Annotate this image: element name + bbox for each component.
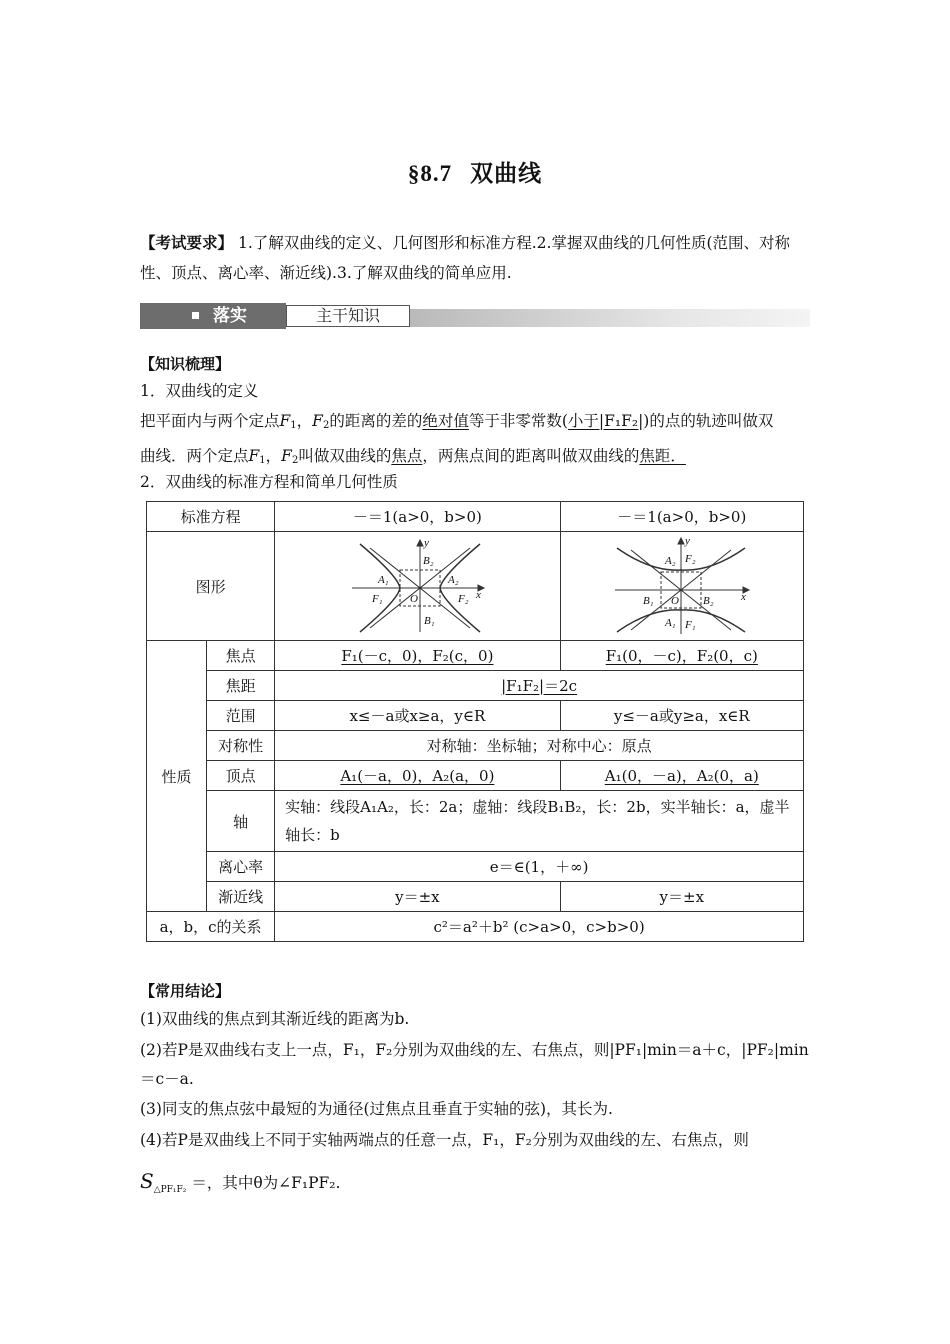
banner-left: 落实 — [140, 303, 286, 329]
svg-text:x: x — [740, 591, 746, 603]
row-axis: 实轴：线段A₁A₂，长：2a；虚轴：线段B₁B₂，长：2b，实半轴长：a，虚半轴长：b — [275, 791, 804, 852]
section-number: §8.7 — [407, 161, 453, 186]
svg-text:A₁: A₁ — [664, 617, 676, 629]
row-vertices-label: 顶点 — [207, 761, 275, 791]
row-asymptote-x: y＝±x — [275, 882, 560, 912]
row-asymptote-label: 渐近线 — [207, 882, 275, 912]
row-foci-x: F₁(－c，0)，F₂(c，0) — [275, 641, 560, 671]
conclusion-2a: (2)若P是双曲线右支上一点，F₁，F₂分别为双曲线的左、右焦点，则|PF₁|min＝a＋c，|PF₂|min — [140, 1041, 809, 1059]
section-name: 双曲线 — [470, 160, 543, 187]
svg-text:B₁: B₁ — [424, 615, 435, 627]
properties-table — [146, 501, 804, 942]
header-x-axis: －＝1(a>0，b>0) — [275, 502, 560, 532]
definition-title: 1．双曲线的定义 — [140, 382, 259, 400]
svg-text:O: O — [670, 595, 679, 607]
conclusion-3: (3)同支的焦点弦中最短的为通径(过焦点且垂直于实轴的弦)，其长为. — [140, 1100, 613, 1118]
conclusion-1: (1)双曲线的焦点到其渐近线的距离为b. — [140, 1010, 410, 1028]
row-vertices-y: A₁(0，－a)，A₂(0，a) — [560, 761, 803, 791]
blank-focal-distance: 焦距． — [639, 447, 686, 465]
row-focal-distance: |F₁F₂|＝2c — [275, 671, 804, 701]
properties-group-label: 性质 — [147, 641, 207, 912]
relation-value: c²＝a²＋b² (c>a>0，c>b>0) — [275, 912, 804, 942]
row-range-label: 范围 — [207, 701, 275, 731]
svg-text:F₂: F₂ — [684, 553, 696, 565]
blank-focus: 焦点 — [391, 447, 423, 465]
section-banner — [140, 303, 810, 329]
svg-text:x: x — [476, 589, 482, 601]
row-foci-y: F₁(0，－c)，F₂(0，c) — [560, 641, 803, 671]
row-eccentricity-label: 离心率 — [207, 852, 275, 882]
exam-requirements — [140, 228, 812, 288]
svg-text:F₂: F₂ — [458, 593, 469, 605]
svg-text:B₂: B₂ — [423, 555, 434, 567]
conclusions-heading: 【常用结论】 — [140, 982, 231, 1000]
row-focal-distance-label: 焦距 — [207, 671, 275, 701]
banner-right: 主干知识 — [286, 305, 410, 327]
row-foci-label: 焦点 — [207, 641, 275, 671]
graph-label: 图形 — [147, 532, 275, 641]
page-title — [0, 155, 950, 188]
row-range-y: y≤－a或y≥a，x∈R — [560, 701, 803, 731]
square-icon — [192, 312, 199, 319]
requirements-label: 【考试要求】 — [140, 234, 234, 252]
header-y-axis: －＝1(a>0，b>0) — [560, 502, 803, 532]
graph-x-hyperbola — [275, 532, 560, 641]
definition-text: 把平面内与两个定点$F_1$，$F_2$的距离的差的绝对值等于非零常数(小于|F₁F₂|)的点的轨迹叫做双 曲线．两个定点$F_1$，$F_2$叫做双曲线的焦点，两焦点间的距离叫做双曲线的焦距． — [140, 412, 774, 466]
requirements-text: 1.了解双曲线的定义、几何图形和标准方程.2.掌握双曲线的几何性质(范围、对称性、顶点、离心率、渐近线).3.了解双曲线的简单应用. — [140, 234, 791, 282]
svg-text:A₁: A₁ — [378, 574, 389, 586]
svg-text:F₁: F₁ — [372, 593, 383, 605]
svg-text:O: O — [410, 593, 419, 605]
svg-text:F₁: F₁ — [684, 619, 696, 631]
row-axis-label: 轴 — [207, 791, 275, 852]
graph-y-hyperbola — [560, 532, 803, 641]
knowledge-heading: 【知识梳理】 — [140, 355, 231, 373]
svg-text:B₁: B₁ — [642, 595, 654, 607]
conclusion-4a: (4)若P是双曲线上不同于实轴两端点的任意一点，F₁，F₂分别为双曲线的左、右焦点，则 — [140, 1131, 749, 1149]
header-equation: 标准方程 — [147, 502, 275, 532]
row-asymptote-y: y＝±x — [560, 882, 803, 912]
row-symmetry: 对称轴：坐标轴；对称中心：原点 — [275, 731, 804, 761]
blank-less-than: 小于|F₁F₂| — [567, 412, 644, 430]
relation-label: a，b，c的关系 — [147, 912, 275, 942]
row-symmetry-label: 对称性 — [207, 731, 275, 761]
svg-text:B₂: B₂ — [702, 595, 714, 607]
conclusion-4b: $S_{\triangle PF_1F_2}$ ＝，其中θ为∠F₁PF₂. — [140, 1169, 341, 1195]
row-range-x: x≤－a或x≥a，y∈R — [275, 701, 560, 731]
fig1-label: y — [424, 537, 430, 549]
hyperbola-x-figure — [342, 536, 492, 636]
hyperbola-y-figure — [607, 534, 757, 638]
row-vertices-x: A₁(－a，0)，A₂(a，0) — [275, 761, 560, 791]
svg-text:A₂: A₂ — [448, 574, 459, 586]
svg-text:y: y — [684, 535, 690, 547]
standard-title: 2．双曲线的标准方程和简单几何性质 — [140, 473, 398, 491]
conclusion-2b: ＝c－a. — [140, 1070, 194, 1088]
svg-text:A₂: A₂ — [664, 555, 676, 567]
row-eccentricity: e＝∈(1，＋∞) — [275, 852, 804, 882]
blank-absolute: 绝对值 — [422, 412, 469, 430]
